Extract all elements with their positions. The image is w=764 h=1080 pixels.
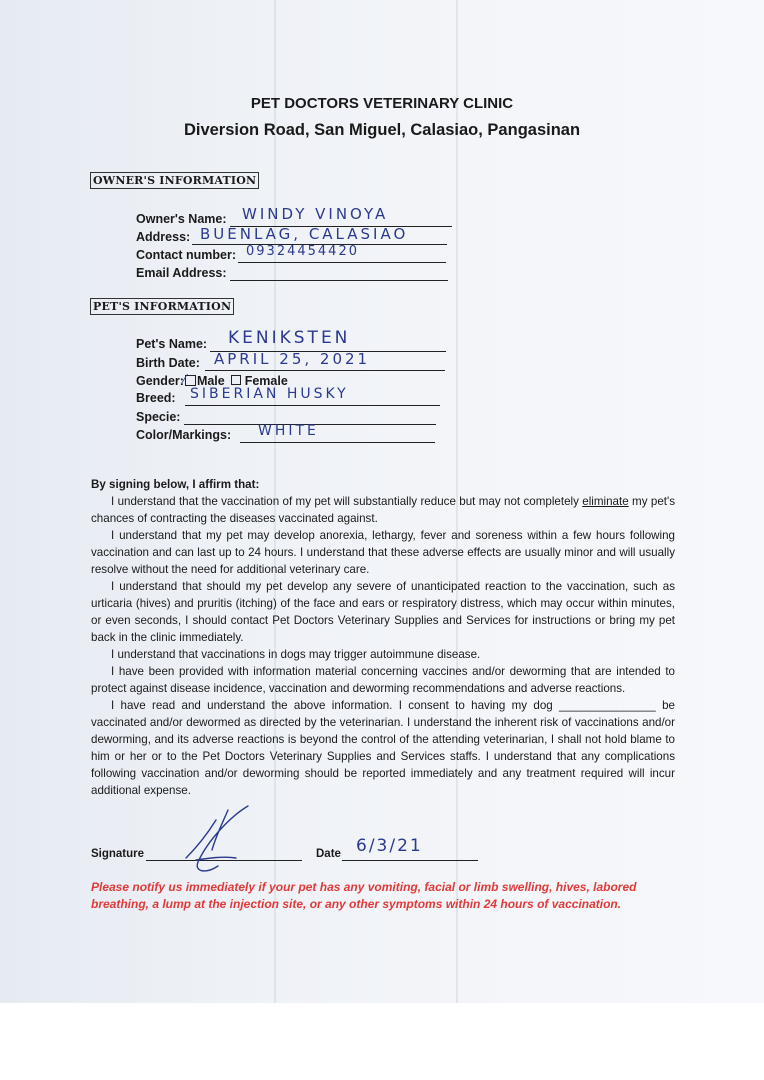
pet-name-value: KENIKSTEN xyxy=(228,328,351,348)
consent-paragraph-6: I have read and understand the above information. I consent to having my dog _______________ be vaccinated and/or dewormed as directed by the veterinarian. I understand the inherent risk of vaccinations and/or deworming, and its adverse reactions is beyond the control of the attending veterinarian, I shall not hold blame to him or her or to the Pet Doctors Veterinary Supplies and Services staffs. I understand that any complications following vaccination and/or deworming should be reported immediately and any treatment required will incur additional expense. xyxy=(91,699,675,797)
signature-mark xyxy=(176,800,256,880)
contact-line xyxy=(238,262,446,263)
gender-male: Male xyxy=(196,374,225,388)
consent-text xyxy=(91,476,675,799)
dog-name-blank: _______________ xyxy=(559,699,656,712)
contact-value: 09324454420 xyxy=(246,244,359,259)
address-label: Address: xyxy=(136,230,191,244)
checkbox-female xyxy=(231,375,241,385)
address-value: BUENLAG, CALASIAO xyxy=(200,225,409,243)
pet-section-header: PET'S INFORMATION xyxy=(90,298,234,315)
consent-paragraph-5: I have been provided with information material concerning vaccines and/or deworming that are intended to protect against disease incidence, vaccination and deworming recommendations and adverse reactions. xyxy=(91,665,675,695)
consent-paragraph-4: I understand that vaccinations in dogs may trigger autoimmune disease. xyxy=(111,648,481,661)
consent-paragraph-3: I understand that should my pet develop any severe of unanticipated reaction to the vaccination, such as urticaria (hives) and pruritis (itching) of the face and ears or respiratory distress, which may occur within minutes, or even seconds, I should contact Pet Doctors Veterinary Supplies and Services for instructions or bring my pet back in the clinic immediately. xyxy=(91,580,675,644)
date-line xyxy=(342,860,478,861)
breed-value: SIBERIAN HUSKY xyxy=(190,386,349,402)
consent-heading: By signing below, I affirm that: xyxy=(91,478,260,491)
color-value: WHITE xyxy=(258,423,319,439)
clinic-name: PET DOCTORS VETERINARY CLINIC xyxy=(250,95,514,112)
email-line xyxy=(230,280,448,281)
pet-name-label: Pet's Name: xyxy=(136,337,208,351)
owner-section-header: OWNER'S INFORMATION xyxy=(90,172,259,189)
specie-label: Specie: xyxy=(136,410,181,424)
date-label: Date xyxy=(316,848,341,860)
breed-label: Breed: xyxy=(136,391,176,405)
color-line xyxy=(240,442,435,443)
owner-name-value: WINDY VINOYA xyxy=(242,205,389,223)
vaccination-notice: Please notify us immediately if your pet has any vomiting, facial or limb swelling, hives, labored breathing, a lump at the injection site, or any other symptoms within 24 hours of vaccination. xyxy=(91,880,637,911)
consent-paragraph-1: I understand that the vaccination of my pet will substantially reduce but may not completely eliminate my pet's chances of contracting the diseases vaccinated against. xyxy=(91,495,675,525)
checkbox-male-checked: ⁄ xyxy=(185,375,196,386)
contact-label: Contact number: xyxy=(136,248,236,262)
breed-line xyxy=(185,405,440,406)
color-label: Color/Markings: xyxy=(136,428,232,442)
date-value: 6/3/21 xyxy=(356,836,423,856)
owner-name-label: Owner's Name: xyxy=(136,212,227,226)
birth-date-line xyxy=(205,370,445,371)
clinic-address: Diversion Road, San Miguel, Calasiao, Pangasinan xyxy=(183,121,581,139)
signature-label: Signature xyxy=(91,848,145,860)
birth-date-value: APRIL 25, 2021 xyxy=(214,350,371,368)
birth-date-label: Birth Date: xyxy=(136,356,200,370)
gender-label: Gender: xyxy=(136,374,184,388)
email-label: Email Address: xyxy=(136,266,227,280)
gender-female: Female xyxy=(244,374,288,388)
consent-paragraph-2: I understand that my pet may develop anorexia, lethargy, fever and soreness within a few hours following vaccination and can last up to 24 hours. I understand that these adverse effects are usually minor and will usually resolve without the need for additional veterinary care. xyxy=(91,529,675,576)
